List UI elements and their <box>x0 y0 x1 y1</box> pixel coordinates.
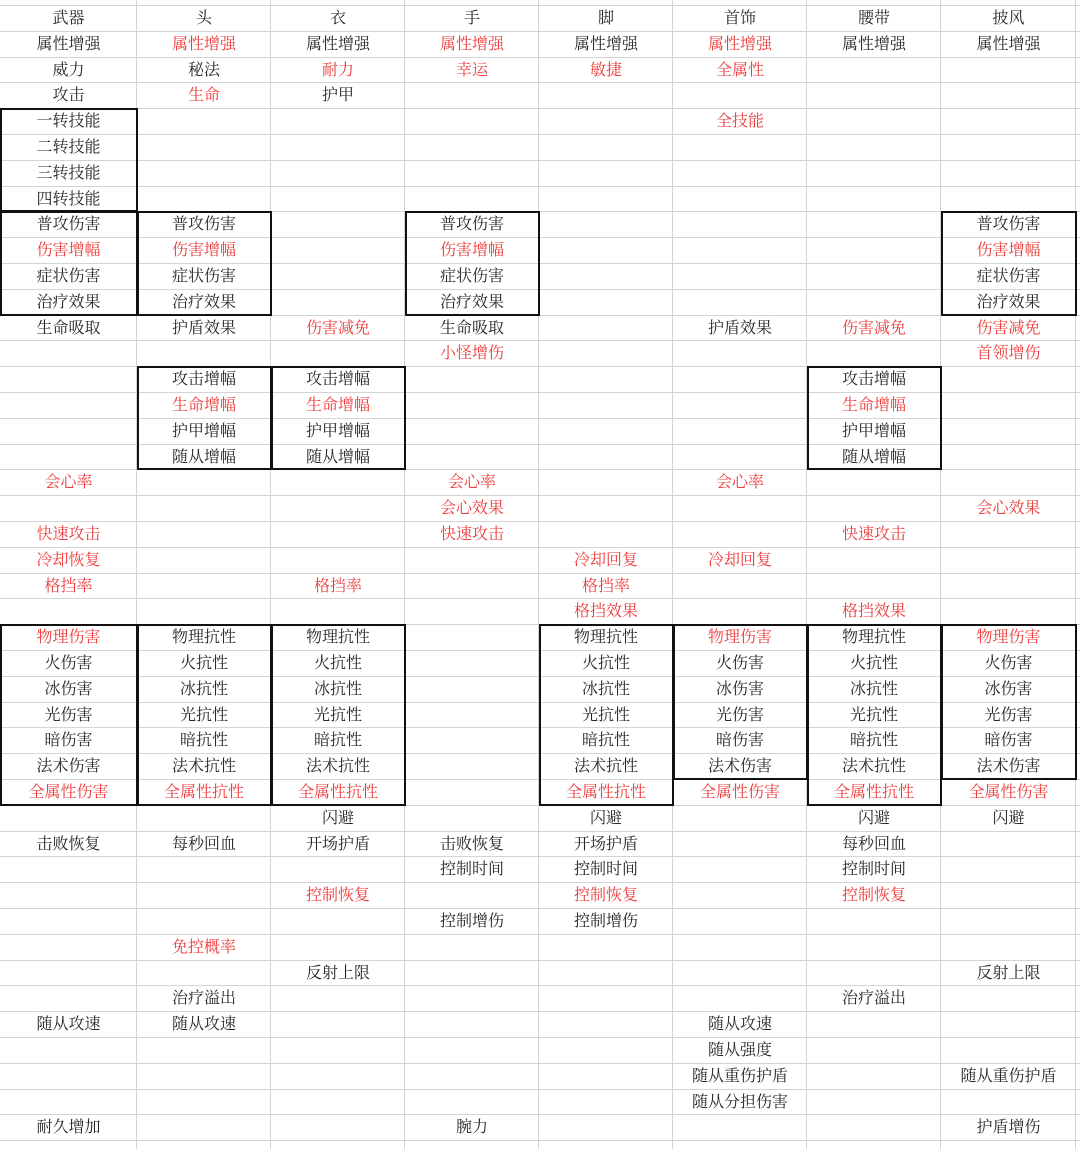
spreadsheet-cell[interactable]: 小怪增伤 <box>439 343 504 362</box>
spreadsheet-cell[interactable]: 暗抗性 <box>313 730 362 749</box>
spreadsheet-cell[interactable]: 暗抗性 <box>581 730 630 749</box>
spreadsheet-cell[interactable]: 会心率 <box>447 472 496 491</box>
spreadsheet-cell[interactable]: 控制时间 <box>573 859 638 878</box>
column-header-cell[interactable]: 腰带 <box>857 8 890 27</box>
spreadsheet-cell[interactable]: 攻击 <box>52 85 85 104</box>
spreadsheet-cell[interactable]: 法术抗性 <box>573 756 638 775</box>
column-header-cell[interactable]: 脚 <box>597 8 614 27</box>
spreadsheet-cell[interactable]: 普攻伤害 <box>171 214 236 233</box>
spreadsheet-cell[interactable]: 暗伤害 <box>715 730 764 749</box>
spreadsheet-cell[interactable]: 生命增幅 <box>305 395 370 414</box>
spreadsheet-cell[interactable]: 生命增幅 <box>171 395 236 414</box>
spreadsheet-cell[interactable]: 属性增强 <box>573 34 638 53</box>
spreadsheet-cell[interactable]: 冷却恢复 <box>36 550 101 569</box>
column-header-cell[interactable]: 头 <box>195 8 212 27</box>
spreadsheet-cell[interactable]: 冰抗性 <box>313 679 362 698</box>
spreadsheet-cell[interactable]: 物理伤害 <box>36 627 101 646</box>
spreadsheet-cell[interactable]: 会心效果 <box>976 498 1041 517</box>
spreadsheet-cell[interactable]: 暗伤害 <box>984 730 1033 749</box>
spreadsheet-cell[interactable]: 控制时间 <box>439 859 504 878</box>
spreadsheet-cell[interactable]: 首领增伤 <box>976 343 1041 362</box>
spreadsheet-cell[interactable]: 物理抗性 <box>171 627 236 646</box>
spreadsheet-cell[interactable]: 火抗性 <box>581 653 630 672</box>
spreadsheet-cell[interactable]: 随从增幅 <box>841 447 906 466</box>
spreadsheet-cell[interactable]: 火伤害 <box>984 653 1033 672</box>
spreadsheet-cell[interactable]: 幸运 <box>455 60 488 79</box>
spreadsheet-cell[interactable]: 全属性伤害 <box>699 782 780 801</box>
spreadsheet-cell[interactable]: 格挡效果 <box>573 601 638 620</box>
spreadsheet-cell[interactable]: 伤害减免 <box>841 318 906 337</box>
spreadsheet-cell[interactable]: 全属性 <box>715 60 764 79</box>
spreadsheet-cell[interactable]: 暗抗性 <box>179 730 228 749</box>
spreadsheet-cell[interactable]: 全属性伤害 <box>968 782 1049 801</box>
spreadsheet-cell[interactable]: 控制恢复 <box>573 885 638 904</box>
spreadsheet-cell[interactable]: 光抗性 <box>581 705 630 724</box>
spreadsheet-cell[interactable]: 伤害减免 <box>305 318 370 337</box>
spreadsheet-cell[interactable]: 随从增幅 <box>305 447 370 466</box>
spreadsheet-cell[interactable]: 属性增强 <box>171 34 236 53</box>
spreadsheet-cell[interactable]: 属性增强 <box>305 34 370 53</box>
spreadsheet-cell[interactable]: 全属性抗性 <box>297 782 378 801</box>
spreadsheet-cell[interactable]: 暗抗性 <box>849 730 898 749</box>
spreadsheet-cell[interactable]: 二转技能 <box>36 137 101 156</box>
spreadsheet-cell[interactable]: 护盾效果 <box>171 318 236 337</box>
spreadsheet-cell[interactable]: 火抗性 <box>179 653 228 672</box>
spreadsheet-cell[interactable]: 护甲增幅 <box>305 421 370 440</box>
spreadsheet-cell[interactable]: 治疗溢出 <box>841 988 906 1007</box>
spreadsheet-cell[interactable]: 耐久增加 <box>36 1117 101 1136</box>
spreadsheet-cell[interactable]: 秘法 <box>187 60 220 79</box>
spreadsheet-cell[interactable]: 法术抗性 <box>305 756 370 775</box>
spreadsheet-cell[interactable]: 生命增幅 <box>841 395 906 414</box>
spreadsheet-cell[interactable]: 一转技能 <box>36 111 101 130</box>
spreadsheet-cell[interactable]: 治疗效果 <box>36 292 101 311</box>
spreadsheet-cell[interactable]: 法术伤害 <box>36 756 101 775</box>
spreadsheet-cell[interactable]: 普攻伤害 <box>439 214 504 233</box>
spreadsheet-cell[interactable]: 三转技能 <box>36 163 101 182</box>
row-gridline <box>0 1114 1080 1115</box>
spreadsheet-cell[interactable]: 冰伤害 <box>984 679 1033 698</box>
spreadsheet-cell[interactable]: 全属性抗性 <box>565 782 646 801</box>
spreadsheet-cell[interactable]: 会心效果 <box>439 498 504 517</box>
spreadsheet-cell[interactable]: 生命 <box>187 85 220 104</box>
spreadsheet-cell[interactable]: 生命吸取 <box>439 318 504 337</box>
row-gridline <box>0 108 1080 109</box>
spreadsheet-cell[interactable]: 随从强度 <box>707 1040 772 1059</box>
spreadsheet-cell[interactable]: 治疗效果 <box>976 292 1041 311</box>
spreadsheet-cell[interactable]: 治疗效果 <box>439 292 504 311</box>
spreadsheet-cell[interactable]: 法术抗性 <box>841 756 906 775</box>
spreadsheet-cell[interactable]: 生命吸取 <box>36 318 101 337</box>
spreadsheet-cell[interactable]: 格挡率 <box>313 576 362 595</box>
spreadsheet-cell[interactable]: 随从分担伤害 <box>691 1092 788 1111</box>
spreadsheet-cell[interactable]: 全属性伤害 <box>28 782 109 801</box>
spreadsheet-cell[interactable]: 护盾效果 <box>707 318 772 337</box>
spreadsheet-cell[interactable]: 属性增强 <box>36 34 101 53</box>
spreadsheet-cell[interactable]: 物理伤害 <box>976 627 1041 646</box>
row-gridline <box>0 134 1080 135</box>
spreadsheet-cell[interactable]: 冰伤害 <box>44 679 93 698</box>
spreadsheet-cell[interactable]: 症状伤害 <box>976 266 1041 285</box>
spreadsheet-cell[interactable]: 物理伤害 <box>707 627 772 646</box>
spreadsheet-cell[interactable]: 格挡效果 <box>841 601 906 620</box>
spreadsheet-cell[interactable]: 腕力 <box>455 1117 488 1136</box>
spreadsheet-cell[interactable]: 快速攻击 <box>841 524 906 543</box>
spreadsheet-cell[interactable]: 光伤害 <box>715 705 764 724</box>
spreadsheet-cell[interactable]: 击败恢复 <box>439 834 504 853</box>
spreadsheet-cell[interactable]: 闪避 <box>857 808 890 827</box>
spreadsheet-cell[interactable]: 攻击增幅 <box>171 369 236 388</box>
spreadsheet-cell[interactable]: 物理抗性 <box>573 627 638 646</box>
column-header-cell[interactable]: 首饰 <box>723 8 756 27</box>
row-gridline <box>0 1037 1080 1038</box>
row-gridline <box>0 1140 1080 1141</box>
spreadsheet-cell[interactable]: 格挡率 <box>44 576 93 595</box>
spreadsheet-cell[interactable]: 火伤害 <box>44 653 93 672</box>
row-gridline <box>0 1089 1080 1090</box>
spreadsheet-cell[interactable]: 法术抗性 <box>171 756 236 775</box>
spreadsheet-cell[interactable]: 随从重伤护盾 <box>691 1066 788 1085</box>
spreadsheet-cell[interactable]: 随从攻速 <box>36 1014 101 1033</box>
spreadsheet-cell[interactable]: 敏捷 <box>589 60 622 79</box>
spreadsheet-cell[interactable]: 暗伤害 <box>44 730 93 749</box>
spreadsheet-cell[interactable]: 治疗效果 <box>171 292 236 311</box>
spreadsheet-cell[interactable]: 普攻伤害 <box>36 214 101 233</box>
row-gridline <box>0 186 1080 187</box>
spreadsheet-cell[interactable]: 四转技能 <box>36 189 101 208</box>
spreadsheet-cell[interactable]: 全属性抗性 <box>833 782 914 801</box>
spreadsheet-cell[interactable]: 会心率 <box>715 472 764 491</box>
spreadsheet-cell[interactable]: 控制恢复 <box>841 885 906 904</box>
spreadsheet-cell[interactable]: 控制时间 <box>841 859 906 878</box>
spreadsheet-cell[interactable]: 控制恢复 <box>305 885 370 904</box>
spreadsheet-cell[interactable]: 每秒回血 <box>171 834 236 853</box>
spreadsheet-cell[interactable]: 快速攻击 <box>439 524 504 543</box>
spreadsheet-cell[interactable]: 随从攻速 <box>707 1014 772 1033</box>
column-gridline <box>806 0 807 1149</box>
spreadsheet-cell[interactable]: 闪避 <box>992 808 1025 827</box>
spreadsheet-cell[interactable]: 免控概率 <box>171 937 236 956</box>
spreadsheet-cell[interactable]: 光抗性 <box>313 705 362 724</box>
spreadsheet-cell[interactable]: 火抗性 <box>313 653 362 672</box>
spreadsheet-cell[interactable]: 伤害增幅 <box>439 240 504 259</box>
spreadsheet-cell[interactable]: 普攻伤害 <box>976 214 1041 233</box>
spreadsheet-cell[interactable]: 反射上限 <box>305 963 370 982</box>
spreadsheet-cell[interactable]: 全技能 <box>715 111 764 130</box>
spreadsheet-cell[interactable]: 伤害增幅 <box>976 240 1041 259</box>
spreadsheet-cell[interactable]: 格挡率 <box>581 576 630 595</box>
spreadsheet-cell[interactable]: 属性增强 <box>976 34 1041 53</box>
spreadsheet-cell[interactable]: 攻击增幅 <box>305 369 370 388</box>
spreadsheet-cell[interactable]: 光抗性 <box>849 705 898 724</box>
spreadsheet-cell[interactable]: 光伤害 <box>984 705 1033 724</box>
spreadsheet-cell[interactable]: 法术伤害 <box>976 756 1041 775</box>
spreadsheet-cell[interactable]: 闪避 <box>589 808 622 827</box>
spreadsheet-cell[interactable]: 火抗性 <box>849 653 898 672</box>
column-header-cell[interactable]: 衣 <box>329 8 346 27</box>
spreadsheet-cell[interactable]: 开场护盾 <box>305 834 370 853</box>
spreadsheet-cell[interactable]: 法术伤害 <box>707 756 772 775</box>
spreadsheet-cell[interactable]: 物理抗性 <box>305 627 370 646</box>
spreadsheet-cell[interactable]: 护甲 <box>321 85 354 104</box>
spreadsheet-cell[interactable]: 开场护盾 <box>573 834 638 853</box>
spreadsheet-cell[interactable]: 全属性抗性 <box>163 782 244 801</box>
spreadsheet-cell[interactable]: 随从重伤护盾 <box>960 1066 1057 1085</box>
spreadsheet-cell[interactable]: 物理抗性 <box>841 627 906 646</box>
spreadsheet-cell[interactable]: 属性增强 <box>707 34 772 53</box>
spreadsheet-cell[interactable]: 反射上限 <box>976 963 1041 982</box>
column-header-cell[interactable]: 手 <box>463 8 480 27</box>
spreadsheet-cell[interactable]: 光伤害 <box>44 705 93 724</box>
spreadsheet-cell[interactable]: 火伤害 <box>715 653 764 672</box>
spreadsheet-cell[interactable]: 耐力 <box>321 60 354 79</box>
spreadsheet-cell[interactable]: 属性增强 <box>439 34 504 53</box>
spreadsheet-cell[interactable]: 护甲增幅 <box>841 421 906 440</box>
spreadsheet-cell[interactable]: 治疗溢出 <box>171 988 236 1007</box>
spreadsheet-cell[interactable]: 光抗性 <box>179 705 228 724</box>
spreadsheet-cell[interactable]: 控制增伤 <box>573 911 638 930</box>
row-gridline <box>0 960 1080 961</box>
spreadsheet-cell[interactable]: 护盾增伤 <box>976 1117 1041 1136</box>
spreadsheet-cell[interactable]: 闪避 <box>321 808 354 827</box>
spreadsheet-cell[interactable]: 症状伤害 <box>439 266 504 285</box>
column-header-cell[interactable]: 武器 <box>52 8 85 27</box>
spreadsheet-cell[interactable]: 冷却回复 <box>707 550 772 569</box>
spreadsheet-cell[interactable]: 会心率 <box>44 472 93 491</box>
spreadsheet-cell[interactable]: 击败恢复 <box>36 834 101 853</box>
column-header-cell[interactable]: 披风 <box>992 8 1025 27</box>
spreadsheet-cell[interactable]: 伤害增幅 <box>36 240 101 259</box>
spreadsheet-cell[interactable]: 每秒回血 <box>841 834 906 853</box>
spreadsheet-cell[interactable]: 攻击增幅 <box>841 369 906 388</box>
spreadsheet-cell[interactable]: 伤害增幅 <box>171 240 236 259</box>
spreadsheet-cell[interactable]: 冰抗性 <box>849 679 898 698</box>
spreadsheet-cell[interactable]: 冷却回复 <box>573 550 638 569</box>
row-gridline <box>0 1063 1080 1064</box>
spreadsheet-cell[interactable]: 冰抗性 <box>581 679 630 698</box>
spreadsheet-cell[interactable]: 威力 <box>52 60 85 79</box>
spreadsheet-cell[interactable]: 护甲增幅 <box>171 421 236 440</box>
row-gridline <box>0 160 1080 161</box>
row-gridline <box>0 495 1080 496</box>
spreadsheet-cell[interactable]: 快速攻击 <box>36 524 101 543</box>
spreadsheet-cell[interactable]: 控制增伤 <box>439 911 504 930</box>
spreadsheet-cell[interactable]: 属性增强 <box>841 34 906 53</box>
spreadsheet-cell[interactable]: 症状伤害 <box>36 266 101 285</box>
spreadsheet-cell[interactable]: 症状伤害 <box>171 266 236 285</box>
spreadsheet-cell[interactable]: 伤害减免 <box>976 318 1041 337</box>
spreadsheet-cell[interactable]: 冰伤害 <box>715 679 764 698</box>
spreadsheet-cell[interactable]: 随从增幅 <box>171 447 236 466</box>
spreadsheet-cell[interactable]: 随从攻速 <box>171 1014 236 1033</box>
spreadsheet-cell[interactable]: 冰抗性 <box>179 679 228 698</box>
